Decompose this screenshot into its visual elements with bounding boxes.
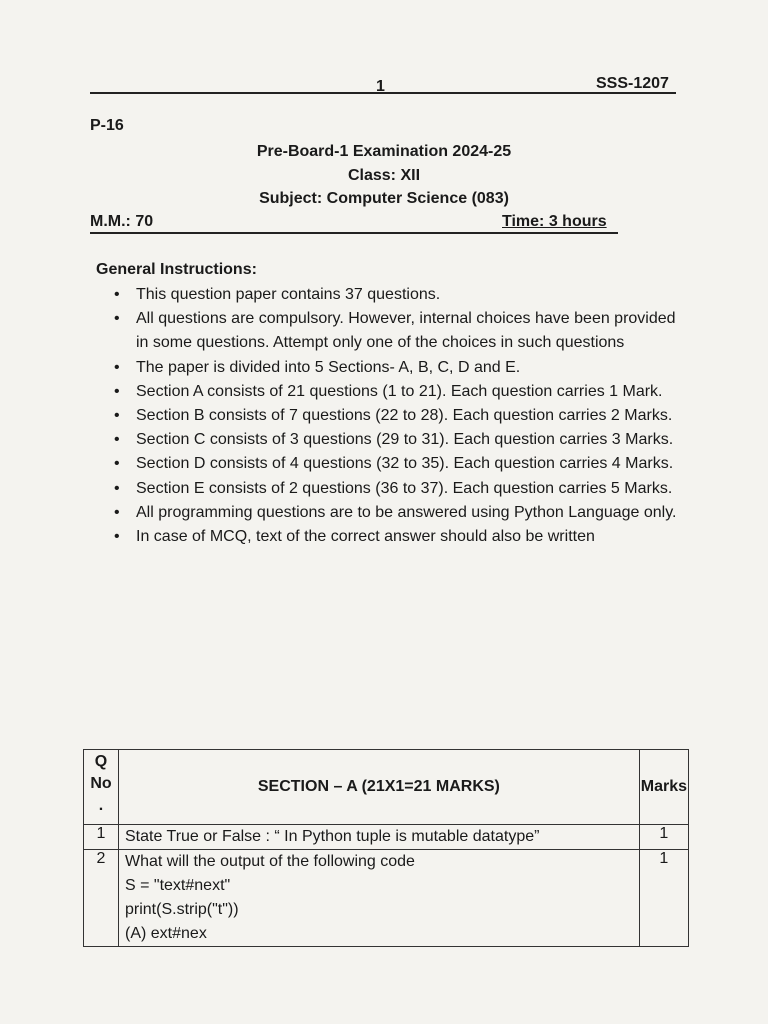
subject-label: Subject: Computer Science (083) xyxy=(259,190,509,207)
qno-header: Q No . xyxy=(84,750,119,825)
title-rule xyxy=(90,232,618,234)
page-number: 1 xyxy=(376,78,385,95)
instruction-item: • All questions are compulsory. However, internal choices have been provided in some questions. Attempt only one of the choices in such questions xyxy=(108,307,678,355)
section-title: SECTION – A (21X1=21 MARKS) xyxy=(119,750,640,825)
marks-header: Marks xyxy=(639,750,688,825)
class-label: Class: XII xyxy=(347,167,421,184)
instruction-item: • Section A consists of 21 questions (1 to 21). Each question carries 1 Mark. xyxy=(108,380,678,404)
instruction-item: • Section B consists of 7 questions (22 to 28). Each question carries 2 Marks. xyxy=(108,404,678,428)
table-header-row xyxy=(84,750,689,825)
instructions-heading: General Instructions: xyxy=(96,261,257,278)
instructions-list xyxy=(108,283,678,549)
table-row xyxy=(84,850,689,947)
question-marks: 1 xyxy=(639,825,688,850)
exam-title: Pre-Board-1 Examination 2024-25 xyxy=(256,143,512,160)
question-text: State True or False : “ In Python tuple is mutable datatype” xyxy=(119,825,640,850)
max-marks: M.M.: 70 xyxy=(90,213,154,230)
instruction-item: • All programming questions are to be answered using Python Language only. xyxy=(108,501,678,525)
question-number: 1 xyxy=(84,825,119,850)
time-allowed: Time: 3 hours xyxy=(502,213,607,230)
instruction-item: • Section E consists of 2 questions (36 to 37). Each question carries 5 Marks. xyxy=(108,477,678,501)
instruction-item: • Section D consists of 4 questions (32 to 35). Each question carries 4 Marks. xyxy=(108,452,678,476)
paper-code: SSS-1207 xyxy=(596,75,669,92)
instruction-item: • The paper is divided into 5 Sections- A, B, C, D and E. xyxy=(108,356,678,380)
instruction-item: • Section C consists of 3 questions (29 to 31). Each question carries 3 Marks. xyxy=(108,428,678,452)
question-table xyxy=(83,749,689,947)
table-row xyxy=(84,825,689,850)
question-marks: 1 xyxy=(639,850,688,947)
question-number: 2 xyxy=(84,850,119,947)
instruction-item: • In case of MCQ, text of the correct answer should also be written xyxy=(108,525,678,549)
question-text: What will the output of the following code S = "text#next" print(S.strip("t")) (A) ext#nex xyxy=(119,850,640,947)
instruction-item: • This question paper contains 37 questions. xyxy=(108,283,678,307)
set-code: P-16 xyxy=(90,117,124,134)
